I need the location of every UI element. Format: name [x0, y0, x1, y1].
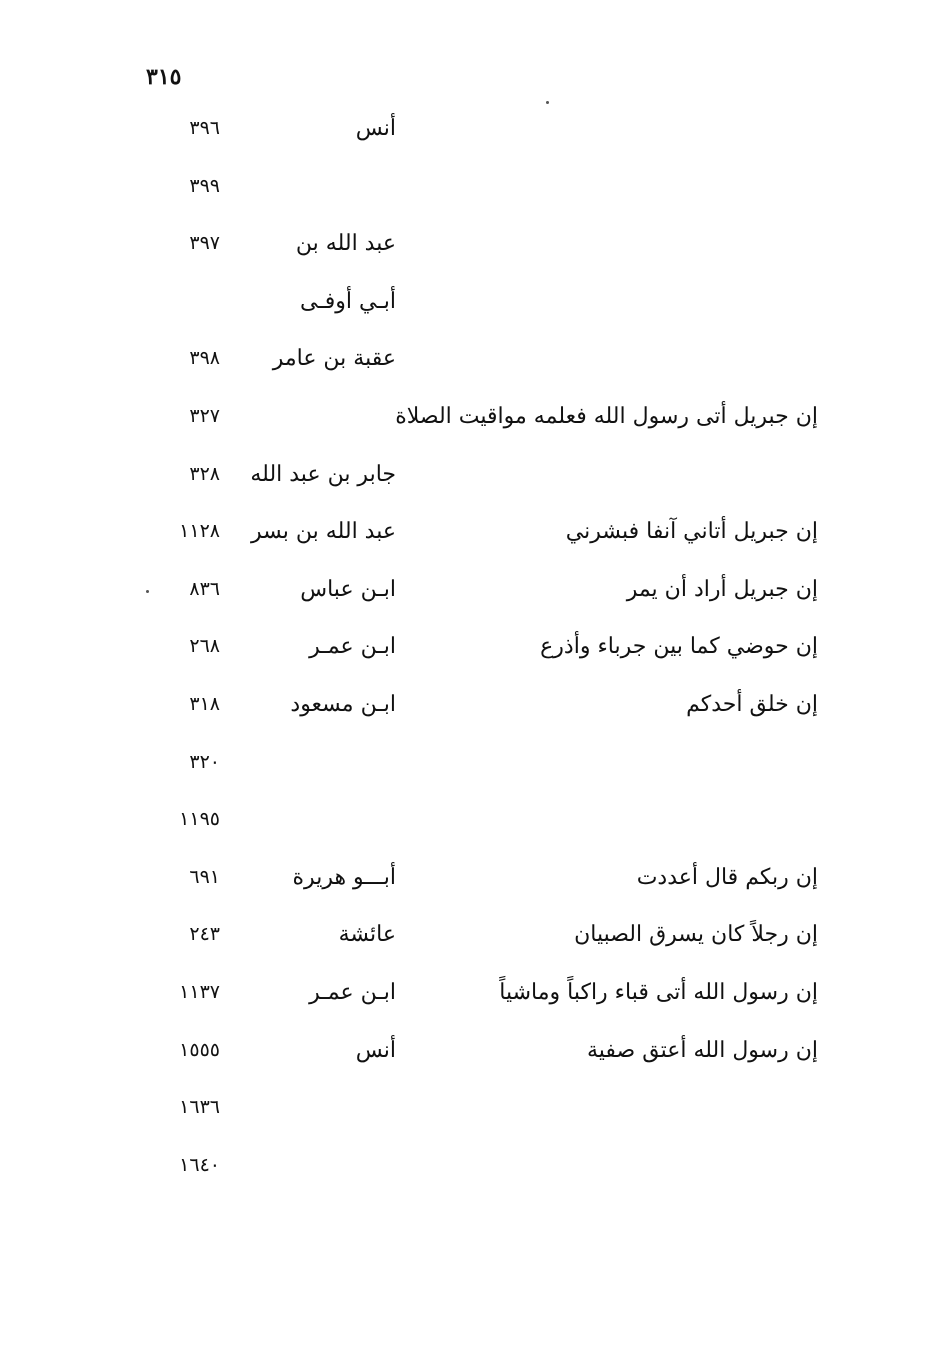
- index-row: [0, 388, 936, 446]
- index-row: [0, 618, 936, 676]
- hadith-text: [388, 215, 818, 273]
- hadith-text: [388, 100, 818, 158]
- narrator-name: عائشة: [338, 922, 396, 948]
- hadith-number: ٢٦٨: [189, 635, 220, 658]
- hadith-number: ١٦٤٠: [179, 1153, 220, 1176]
- hadith-text: [388, 734, 818, 792]
- hadith-number: ٣٢٨: [189, 462, 220, 485]
- narrator-name: ابـن عمـر: [309, 634, 396, 660]
- narrator-name: ابـن عباس: [300, 576, 396, 602]
- index-row: [0, 100, 936, 158]
- hadith-number: ٦٩١: [189, 865, 220, 888]
- narrator-name: أنس: [355, 116, 396, 141]
- narrator-name: أبـي أوفـى: [299, 288, 396, 314]
- hadith-text: إن رجلاً كان يسرق الصبيان: [574, 922, 818, 948]
- hadith-number: ١١٩٥: [179, 808, 220, 831]
- index-row: [0, 273, 936, 331]
- narrator-name: ابـن مسعود: [290, 691, 396, 717]
- hadith-number: [150, 273, 220, 331]
- hadith-text: إن خلق أحدكم: [686, 691, 818, 717]
- hadith-text: إن حوضي كما بين جرباء وأذرع: [540, 634, 818, 660]
- index-row: [0, 964, 936, 1022]
- hadith-number: ٣٩٩: [189, 174, 220, 197]
- narrator-name: ابـن عمـر: [309, 979, 396, 1005]
- page-number: ٣١٥: [146, 64, 182, 90]
- index-row: [0, 1079, 936, 1137]
- index-row: [0, 1137, 936, 1195]
- hadith-number: ٣١٨: [189, 692, 220, 715]
- index-row: [0, 446, 936, 504]
- narrator-name: [226, 388, 396, 446]
- hadith-number: ٣٩٨: [189, 347, 220, 370]
- index-row: [0, 676, 936, 734]
- hadith-text: [388, 446, 818, 504]
- hadith-text: إن جبريل أتاني آنفا فبشرني: [565, 519, 818, 545]
- hadith-number: ١٥٥٥: [179, 1038, 220, 1061]
- hadith-text: [388, 791, 818, 849]
- index-row: [0, 906, 936, 964]
- narrator-name: [226, 791, 396, 849]
- index-row: [0, 561, 936, 619]
- hadith-number: ٣٢٧: [189, 404, 220, 427]
- narrator-name: أبـــو هريرة: [292, 864, 396, 890]
- narrator-name: أنس: [355, 1037, 396, 1063]
- hadith-text: إن جبريل أراد أن يمر: [626, 576, 818, 602]
- hadith-number: ١١٢٨: [179, 520, 220, 543]
- index-row: [0, 734, 936, 792]
- hadith-text: [388, 330, 818, 388]
- index-table: [0, 100, 936, 1194]
- hadith-text: إن جبريل أتى رسول الله فعلمه مواقيت الصلاة: [395, 403, 818, 429]
- narrator-name: [226, 158, 396, 216]
- narrator-name: جابر بن عبد الله: [250, 461, 396, 487]
- index-row: [0, 849, 936, 907]
- narrator-name: عقبة بن عامر: [272, 346, 396, 372]
- index-row: [0, 158, 936, 216]
- hadith-number: ٨٣٦: [189, 577, 220, 600]
- hadith-number: ١٦٣٦: [179, 1096, 220, 1119]
- index-row: [0, 791, 936, 849]
- index-row: [0, 215, 936, 273]
- hadith-text: إن رسول الله أتى قباء راكباً وماشياً: [499, 979, 818, 1005]
- narrator-name: عبد الله بن: [295, 231, 396, 257]
- hadith-text: إن رسول الله أعتق صفية: [586, 1037, 818, 1063]
- index-row: [0, 330, 936, 388]
- index-row: [0, 1022, 936, 1080]
- index-row: [0, 503, 936, 561]
- narrator-name: [226, 734, 396, 792]
- hadith-text: [388, 273, 818, 331]
- hadith-text: [388, 1079, 818, 1137]
- hadith-text: [388, 158, 818, 216]
- narrator-name: عبد الله بن بسر: [251, 519, 396, 545]
- narrator-name: [226, 1137, 396, 1195]
- hadith-text: إن ربكم قال أعددت: [636, 864, 818, 890]
- hadith-number: ٣٩٦: [189, 117, 220, 139]
- hadith-number: ٣٢٠: [189, 750, 220, 773]
- hadith-number: ٣٩٧: [189, 232, 220, 255]
- hadith-text: [388, 1137, 818, 1195]
- hadith-number: ٢٤٣: [189, 923, 220, 946]
- narrator-name: [226, 1079, 396, 1137]
- hadith-number: ١١٣٧: [179, 980, 220, 1003]
